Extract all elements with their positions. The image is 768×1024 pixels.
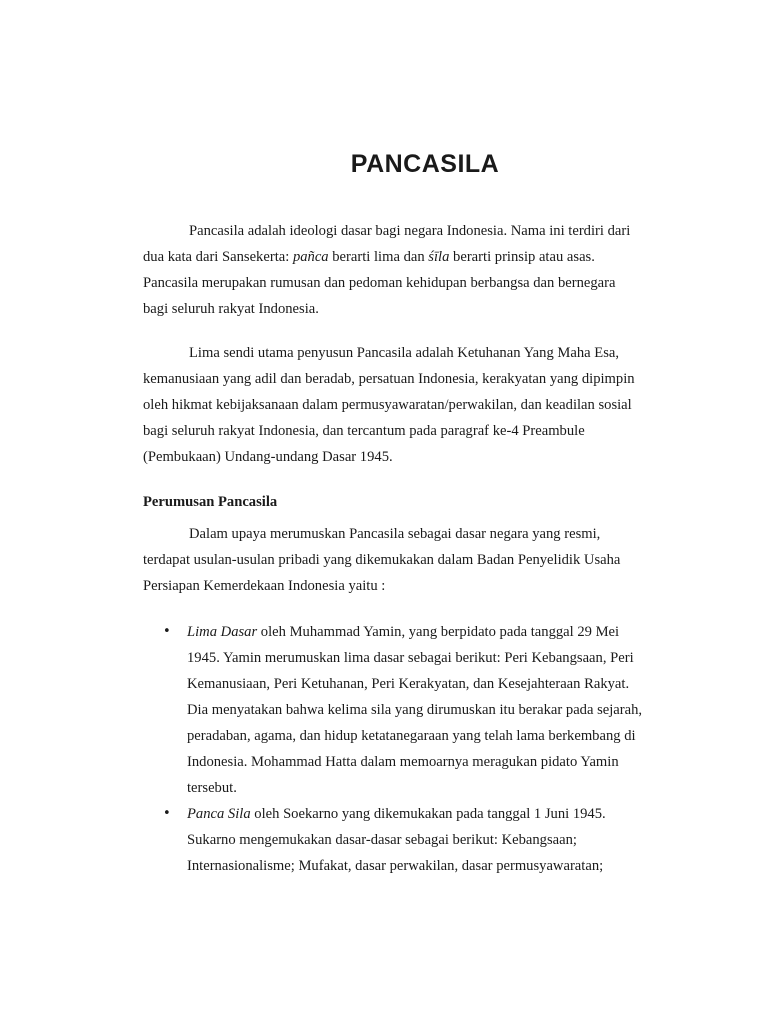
document-body [143,218,643,879]
list-item-text: oleh Muhammad Yamin, yang berpidato pada tanggal 29 Mei 1945. Yamin merumuskan lima dasar sebagai berikut: Peri Kebangsaan, Peri Kemanusiaan, Peri Ketuhanan, Peri Kerakyatan, dan Kesejahteraan Rakyat. Dia menyatakan bahwa kelima sila yang dirumuskan itu berakar pada sejarah, peradaban, agama, dan hidup ketatanegaraan yang telah lama berkembang di Indonesia. Mohammad Hatta dalam memoarnya meragukan pidato Yamin tersebut. [187,624,643,796]
proposal-list [143,619,643,879]
bullet-icon: • [163,806,171,821]
intro-text-c: berarti prinsip atau asas. Pancasila merupakan rumusan dan pedoman kehidupan berbangsa dan bernegara bagi seluruh rakyat Indonesia. [143,249,616,317]
list-item-title: Lima Dasar [187,624,258,640]
document-title: PANCASILA [350,150,500,178]
intro-text-a: Pancasila adalah ideologi dasar bagi negara Indonesia. Nama ini terdiri dari dua kata dari Sansekerta: [143,223,631,265]
section-heading: Perumusan Pancasila [143,494,278,510]
term-sila: śīla [428,249,450,265]
intro-text-b: berarti lima dan [328,249,429,265]
bullet-icon: • [163,624,171,639]
formulation-paragraph: Dalam upaya merumuskan Pancasila sebagai dasar negara yang resmi, terdapat usulan-usulan pribadi yang dikemukakan dalam Badan Penyelidik Usaha Persiapan Kemerdekaan Indonesia yaitu : [143,526,621,594]
term-panca: pañca [292,249,329,265]
list-item [143,619,643,801]
list-item-text: oleh Soekarno yang dikemukakan pada tanggal 1 Juni 1945. Sukarno mengemukakan dasar-dasar sebagai berikut: Kebangsaan; Internasionalisme; Mufakat, dasar perwakilan, dasar permusyawaratan; [187,806,606,874]
five-principles-paragraph: Lima sendi utama penyusun Pancasila adalah Ketuhanan Yang Maha Esa, kemanusiaan yang adil dan beradab, persatuan Indonesia, kerakyatan yang dipimpin oleh hikmat kebijaksanaan dalam permusyawaratan/perwakilan, dan keadilan sosial bagi seluruh rakyat Indonesia, dan tercantum pada paragraf ke-4 Preambule (Pembukaan) Undang-undang Dasar 1945. [143,345,635,465]
list-item [143,801,643,879]
intro-paragraph [143,218,643,322]
list-item-title: Panca Sila [187,806,251,822]
